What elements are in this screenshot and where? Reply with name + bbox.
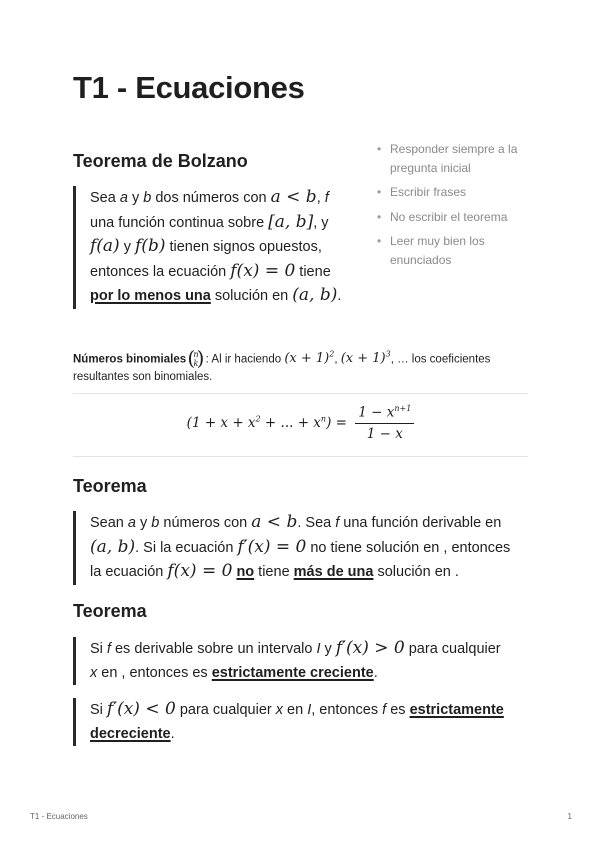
text: para cualquier [404,641,501,657]
math-expr: f′(x) = 0 [237,536,307,557]
emphasis: estrictamente creciente [211,664,374,681]
text: , y [313,214,329,231]
numerator [355,404,414,424]
teorema2-quote-a [73,637,530,685]
binomial-label: Números binomiales [73,353,187,366]
teorema1-quote [73,511,520,585]
math-expr: f′(x) < 0 [106,699,176,719]
bolzano-quote [73,186,360,309]
text: no tiene solución en , entonces [306,539,511,556]
bolzano-text [90,186,360,309]
math-expr: (a, b) [292,285,338,305]
math-expr [341,351,391,366]
text: . [170,725,175,742]
math-expr: f(b) [135,236,166,256]
exponent: 3 [385,350,391,359]
text: : Al ir haciendo [202,353,285,366]
var: f [324,190,329,206]
var: f [382,702,387,718]
side-notes [375,140,535,275]
text: . [337,288,342,304]
fraction [355,404,414,442]
teorema-heading: Teorema [73,476,147,496]
text: . [373,664,378,681]
var: I [307,702,312,718]
text: (x + 1) [284,351,330,367]
math-expr: f(a) [90,236,120,256]
text: es derivable sobre un intervalo [110,641,317,657]
var: b [151,515,160,531]
text: una función derivable en [339,515,502,531]
text: tiene [295,263,331,280]
var: I [316,641,321,657]
text: números con [159,515,252,531]
binomial-note [73,346,533,386]
binom-top: ( n [193,350,199,360]
side-note: • Escribir frases [375,183,535,202]
denominator: 1 − x [366,425,403,442]
var: x [275,702,283,718]
text: la ecuación [90,564,168,580]
equation-lhs [187,415,347,431]
text: , [334,353,341,366]
teorema1-text [90,511,520,585]
emphasis: estrictamente [409,702,504,718]
emphasis: más de una [293,564,374,580]
page-number: 1 [567,812,572,821]
text: una función continua sobre [90,214,269,231]
text: 1 − x [358,404,395,421]
teorema2-text-b [90,698,530,746]
var: f [106,641,111,657]
teorema-heading: Teorema [73,601,147,621]
text: entonces la ecuación [90,263,231,280]
binomial-symbol [189,350,202,368]
exponent: 2 [255,414,261,424]
text: y [127,190,144,206]
text: tiene [254,564,294,580]
text: y [320,641,336,657]
text: Sea [90,190,120,206]
text: dos números con [151,190,271,206]
binomial-equation [73,404,528,442]
side-note: • Leer muy bien los enunciados [375,232,535,269]
text: para cualquier [175,702,276,718]
var: b [143,190,152,206]
text: + ... + x [260,415,321,431]
divider [73,456,528,457]
var: f [335,515,340,531]
footer-title: T1 - Ecuaciones [30,812,88,821]
text: en , entonces es [97,664,212,681]
math-expr [284,351,334,366]
var: a [127,515,136,531]
text: solución en . [373,564,459,580]
divider [73,393,528,394]
text: , entonces [311,702,383,718]
text: en [283,702,308,718]
exponent: n [320,414,327,424]
math-expr: a < b [251,512,298,532]
math-expr: (a, b) [90,536,136,557]
emphasis: no [236,564,255,580]
binom-bottom: k [193,359,199,369]
side-note: • Responder siempre a la pregunta inicial [375,140,535,177]
text: ) = [326,415,347,431]
emphasis: decreciente [90,725,171,742]
teorema2-quote-b [73,698,530,746]
teorema2-text-a [90,637,530,685]
text: (x + 1) [340,351,386,367]
var: a [119,190,128,206]
text: . Sea [297,515,336,531]
text: los coeficientes resultantes son binomiales. [73,353,491,384]
page-title: T1 - Ecuaciones [73,70,305,105]
math-expr: f(x) = 0 [167,561,233,581]
text: Si [90,702,107,718]
math-expr: a < b [270,187,317,207]
text: y [119,239,136,255]
text: es [386,702,410,718]
text: . Si la ecuación [135,539,238,556]
text: solución en [210,288,293,304]
var: x [90,664,98,681]
text: Si [90,641,107,657]
text: tienen signos opuestos, [165,239,322,255]
bolzano-heading: Teorema de Bolzano [73,151,248,171]
text: Sean [90,515,128,531]
text: (1 + x + x [186,415,256,431]
text: , … [390,353,409,366]
text: y [135,515,152,531]
text: , [316,190,325,206]
side-note: • No escribir el teorema [375,208,535,227]
exponent: n+1 [394,404,412,413]
math-expr: f′(x) > 0 [335,638,405,658]
math-expr: [a, b] [268,211,314,232]
math-expr: f(x) = 0 [230,260,296,281]
exponent: 2 [329,350,335,359]
emphasis: por lo menos una [90,288,211,304]
